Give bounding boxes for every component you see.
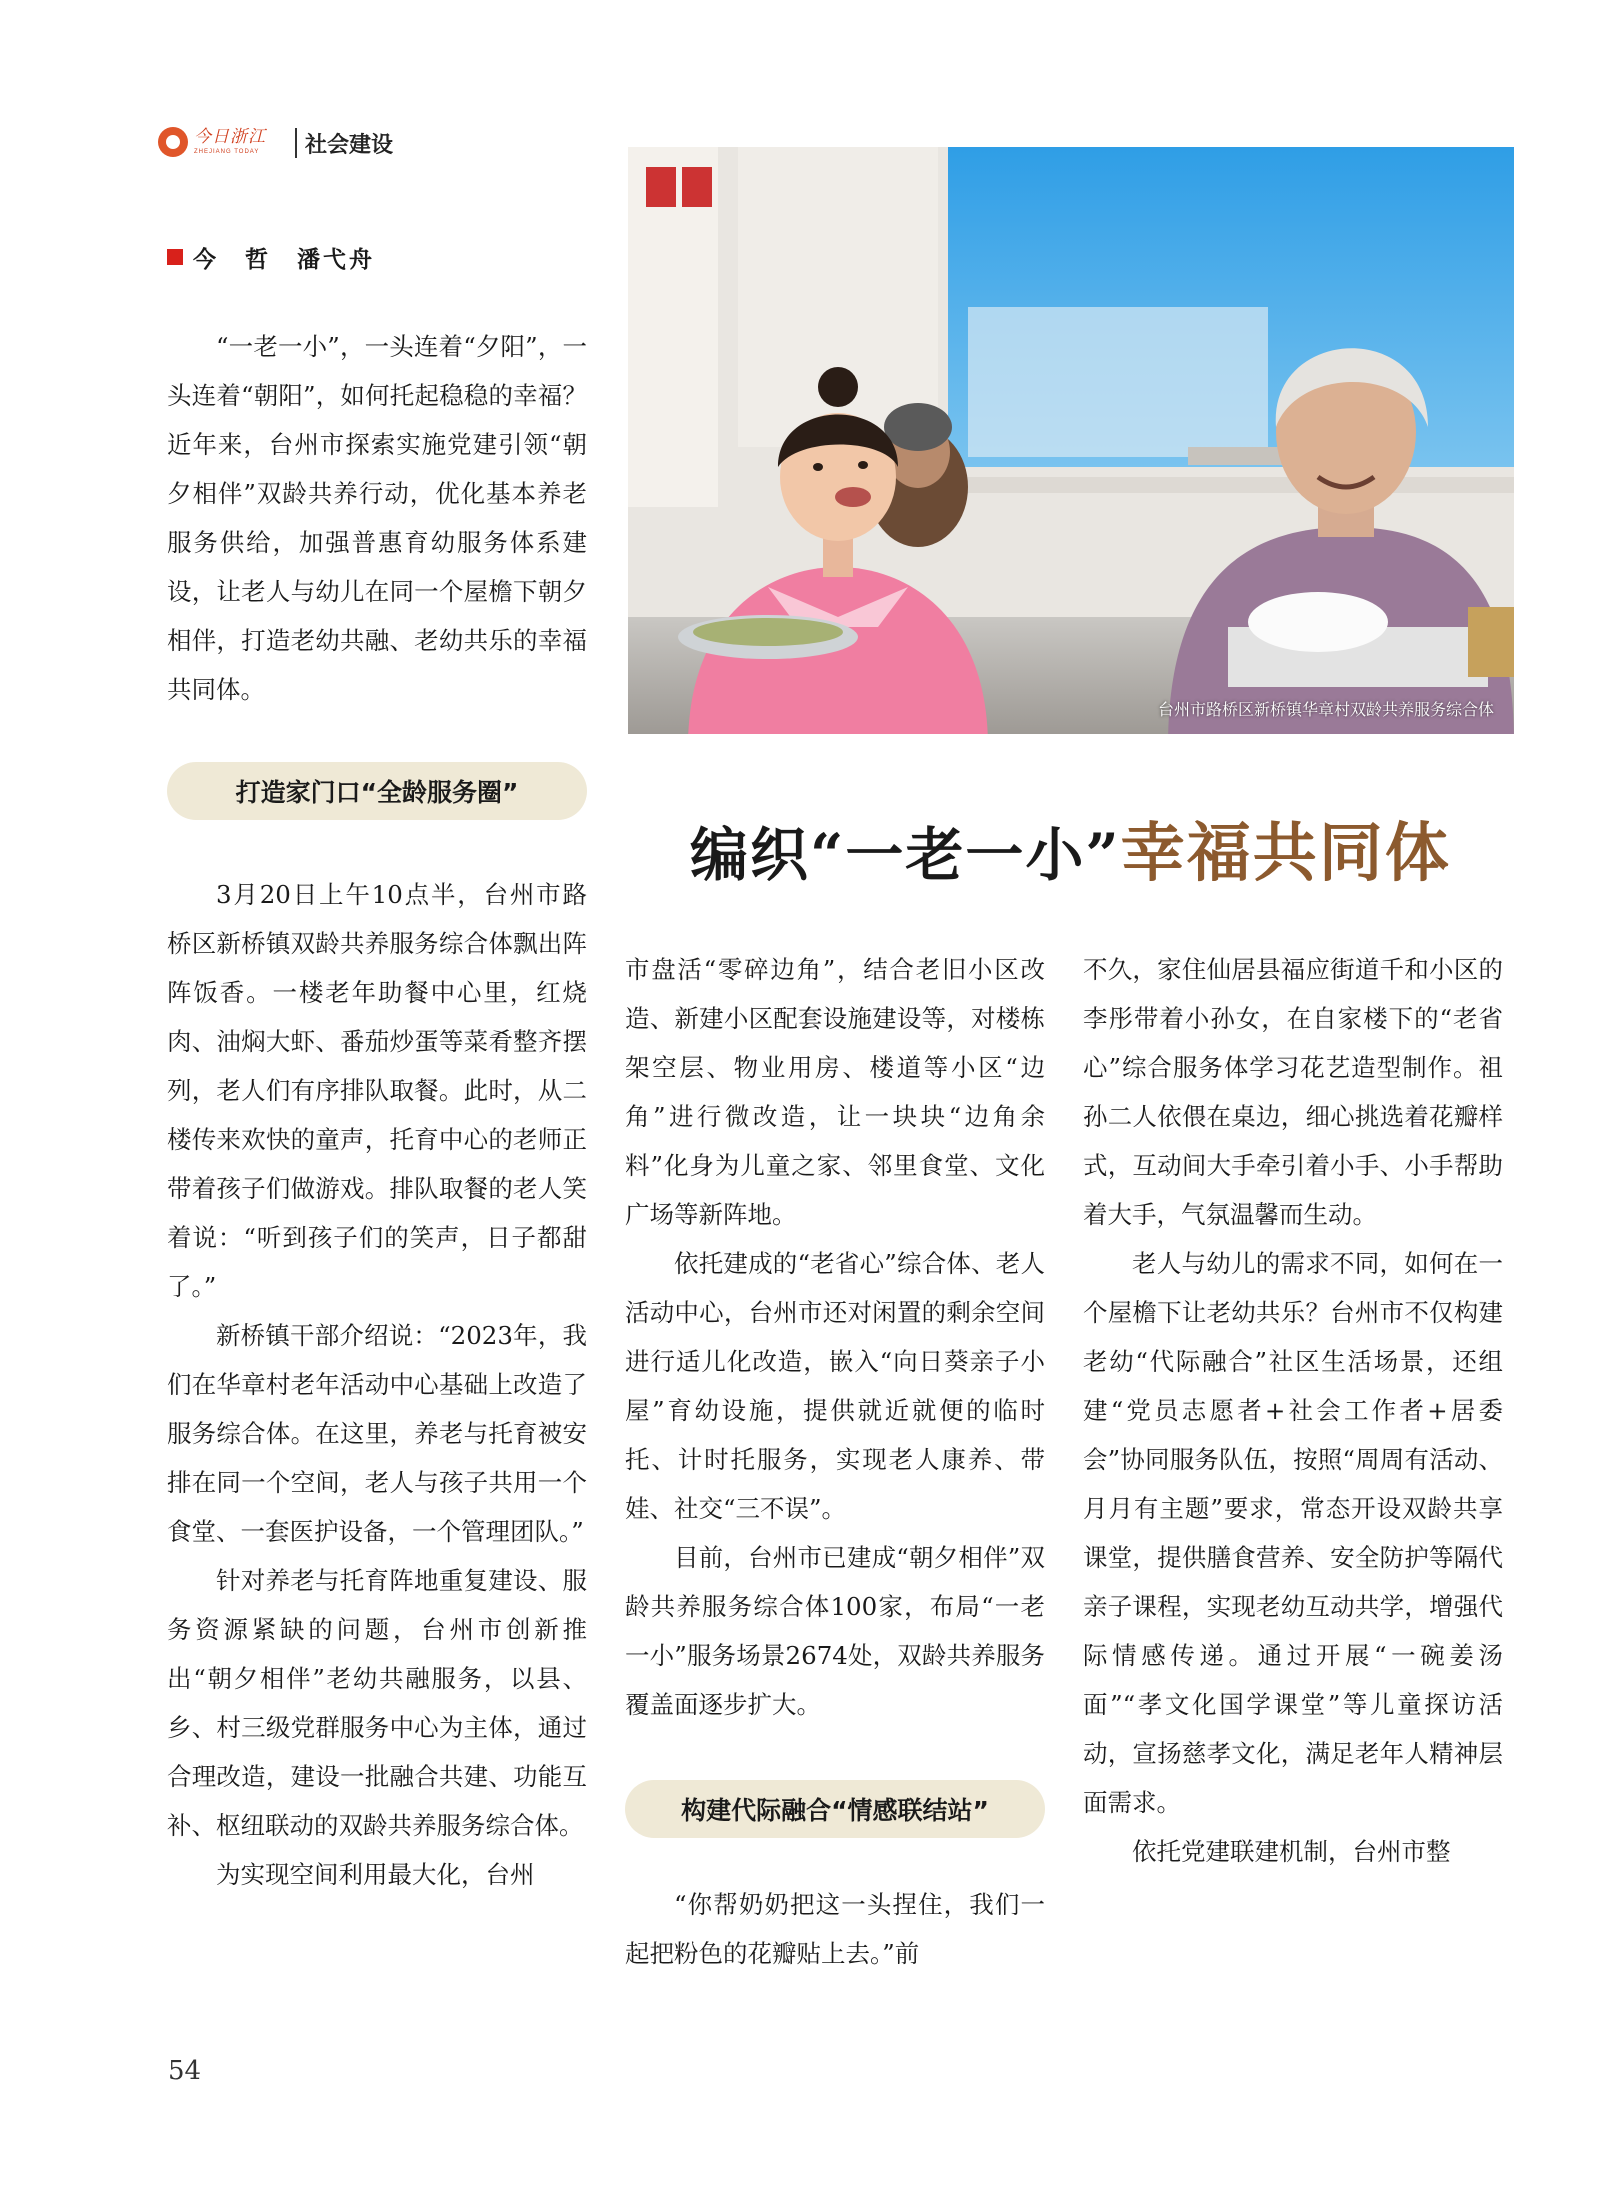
column-2 bbox=[625, 945, 1045, 1729]
logo-text: 今日浙江 bbox=[194, 127, 266, 147]
magazine-logo bbox=[158, 125, 298, 159]
column-1 bbox=[167, 870, 587, 1899]
paragraph: 新桥镇干部介绍说：“2023年，我们在华章村老年活动中心基础上改造了服务综合体。在这里，养老与托育被安排在同一个空间，老人与孩子共用一个食堂、一套医护设备，一个管理团队。” bbox=[167, 1321, 587, 1546]
subhead-1: 打造家门口“全龄服务圈” bbox=[167, 762, 587, 820]
section-label: 社会建设 bbox=[305, 133, 394, 158]
intro-paragraph: “一老一小”，一头连着“夕阳”，一头连着“朝阳”，如何托起稳稳的幸福？近年来，台州市探索实施党建引领“朝夕相伴”双龄共养行动，优化基本养老服务供给，加强普惠育幼服务体系建设，让老人与幼儿在同一个屋檐下朝夕相伴，打造老幼共融、老幼共乐的幸福共同体。 bbox=[167, 332, 587, 704]
paragraph: 依托党建联建机制，台州市整 bbox=[1132, 1837, 1451, 1866]
byline: 今 哲 潘弋舟 bbox=[193, 247, 375, 273]
dining-scene-image bbox=[628, 147, 1514, 734]
paragraph: 3月20日上午10点半，台州市路桥区新桥镇双龄共养服务综合体飘出阵阵饭香。一楼老年助餐中心里，红烧肉、油焖大虾、番茄炒蛋等菜肴整齐摆列，老人们有序排队取餐。此时，从二楼传来欢快的童声，托育中心的老师正带着孩子们做游戏。排队取餐的老人笑着说：“听到孩子们的笑声，日子都甜了。” bbox=[167, 880, 587, 1301]
paragraph: 目前，台州市已建成“朝夕相伴”双龄共养服务综合体100家，布局“一老一小”服务场景2674处，双龄共养服务覆盖面逐步扩大。 bbox=[625, 1543, 1045, 1719]
photo-caption: 台州市路桥区新桥镇华章村双龄共养服务综合体 bbox=[1157, 700, 1494, 719]
subhead-2: 构建代际融合“情感联结站” bbox=[625, 1780, 1045, 1838]
byline-marker bbox=[167, 249, 183, 265]
header-divider bbox=[295, 128, 297, 158]
sun-logo-icon bbox=[158, 127, 188, 157]
title-part-1: 编织“一老一小” bbox=[690, 821, 1121, 889]
page-number: 54 bbox=[168, 2056, 202, 2086]
paragraph: 不久，家住仙居县福应街道千和小区的李彤带着小孙女，在自家楼下的“老省心”综合服务体学习花艺造型制作。祖孙二人依偎在桌边，细心挑选着花瓣样式，互动间大手牵引着小手、小手帮助着大手，气氛温馨而生动。 bbox=[1083, 955, 1503, 1229]
article-photo bbox=[628, 147, 1514, 734]
column-2-end bbox=[625, 1880, 1045, 1978]
article-title bbox=[690, 802, 1451, 894]
paragraph: 针对养老与托育阵地重复建设、服务资源紧缺的问题，台州市创新推出“朝夕相伴”老幼共融服务，以县、乡、村三级党群服务中心为主体，通过合理改造，建设一批融合共建、功能互补、枢纽联动的双龄共养服务综合体。 bbox=[167, 1566, 587, 1840]
logo-english: ZHEJIANG TODAY bbox=[194, 149, 260, 155]
paragraph: 依托建成的“老省心”综合体、老人活动中心，台州市还对闲置的剩余空间进行适儿化改造，嵌入“向日葵亲子小屋”育幼设施，提供就近就便的临时托、计时托服务，实现老人康养、带娃、社交“三不误”。 bbox=[625, 1249, 1045, 1523]
column-3 bbox=[1083, 945, 1503, 1876]
paragraph: 为实现空间利用最大化，台州 bbox=[216, 1860, 535, 1889]
paragraph: 市盘活“零碎边角”，结合老旧小区改造、新建小区配套设施建设等，对楼栋架空层、物业用房、楼道等小区“边角”进行微改造，让一块块“边角余料”化身为儿童之家、邻里食堂、文化广场等新阵地。 bbox=[625, 955, 1045, 1229]
title-part-2: 幸福共同体 bbox=[1120, 816, 1451, 891]
intro-block bbox=[167, 322, 587, 714]
paragraph: “你帮奶奶把这一头捏住，我们一起把粉色的花瓣贴上去。”前 bbox=[625, 1890, 1045, 1968]
paragraph: 老人与幼儿的需求不同，如何在一个屋檐下让老幼共乐？台州市不仅构建老幼“代际融合”社区生活场景，还组建“党员志愿者+社会工作者+居委会”协同服务队伍，按照“周周有活动、月月有主题”要求，常态开设双龄共享课堂，提供膳食营养、安全防护等隔代亲子课程，实现老幼互动共学，增强代际情感传递。通过开展“一碗姜汤面”“孝文化国学课堂”等儿童探访活动，宣扬慈孝文化，满足老年人精神层面需求。 bbox=[1083, 1249, 1503, 1817]
